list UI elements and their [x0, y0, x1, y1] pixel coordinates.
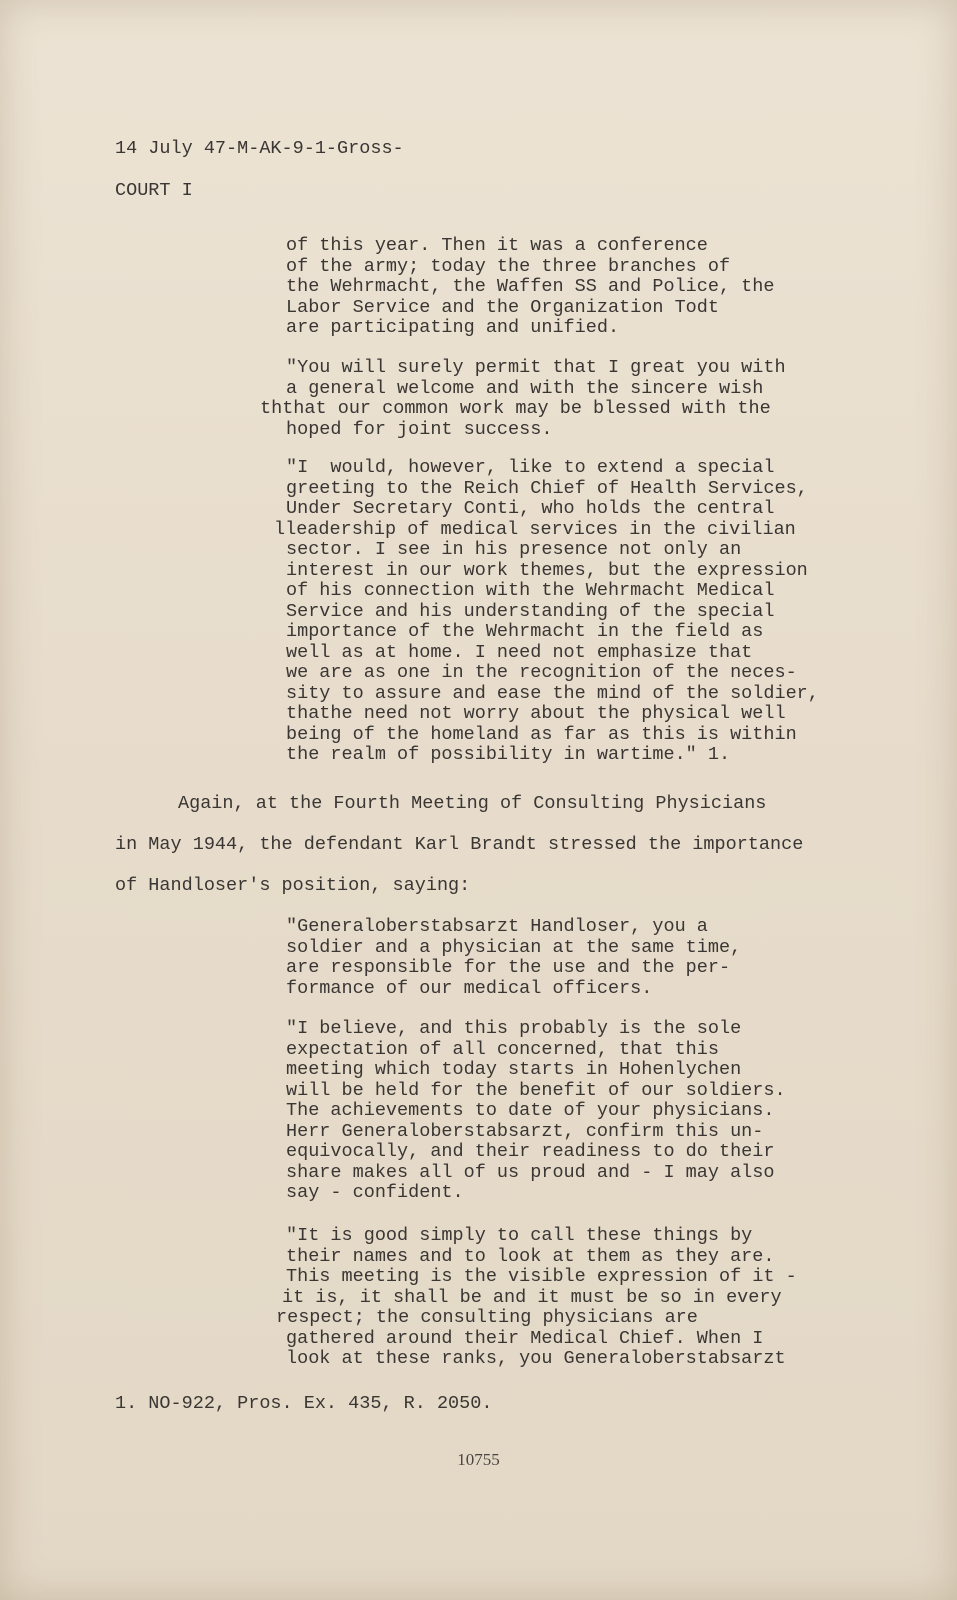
court-label: COURT I — [115, 180, 193, 201]
text-line: formance of our medical officers. — [286, 977, 653, 999]
text-line: of this year. Then it was a conference — [286, 235, 708, 256]
text-line: thathe need not worry about the physical well — [286, 703, 786, 724]
text-line: we are as one in the recognition of the neces- — [286, 662, 797, 683]
quote-paragraph-5 — [286, 1019, 786, 1204]
text-line: sector. I see in his presence not only an — [286, 539, 742, 560]
text-line: soldier and a physician at the same time, — [286, 936, 742, 958]
text-line: of his connection with the Wehrmacht Medical — [286, 580, 775, 601]
quote-paragraph-4 — [286, 917, 741, 999]
text-line: "I would, however, like to extend a special — [286, 457, 775, 478]
text-line: "I believe, and this probably is the sole — [286, 1018, 742, 1039]
text-line: "It is good simply to call these things by — [286, 1225, 753, 1246]
text-line: say - confident. — [286, 1182, 464, 1203]
body-line: of Handloser's position, saying: — [115, 875, 471, 896]
page-number: 10755 — [457, 1450, 500, 1469]
text-line: Labor Service and the Organization Todt — [286, 296, 719, 318]
text-line: the realm of possibility in wartime." 1. — [286, 744, 731, 765]
text-line: of the army; today the three branches of — [286, 255, 731, 277]
footnote: 1. NO-922, Pros. Ex. 435, R. 2050. — [115, 1393, 493, 1414]
text-line: The achievements to date of your physicians. — [286, 1100, 775, 1121]
text-line: meeting which today starts in Hohenlychen — [286, 1059, 742, 1080]
text-line: sity to assure and ease the mind of the soldier, — [286, 682, 819, 704]
text-line: are participating and unified. — [286, 317, 620, 338]
text-line: lleadership of medical services in the civilian — [274, 518, 796, 540]
quote-paragraph-1 — [286, 236, 774, 339]
quote-paragraph-2 — [260, 357, 786, 440]
body-line: in May 1944, the defendant Karl Brandt stressed the importance — [115, 834, 804, 855]
text-line: equivocally, and their readiness to do their — [286, 1141, 775, 1162]
text-line: the Wehrmacht, the Waffen SS and Police, the — [286, 276, 775, 297]
quote-paragraph-6 — [276, 1225, 797, 1370]
text-line: well as at home. I need not emphasize that — [286, 641, 753, 663]
text-line: Under Secretary Conti, who holds the central — [286, 498, 775, 519]
text-line: look at these ranks, you Generaloberstabsarzt — [286, 1348, 786, 1369]
text-line: greeting to the Reich Chief of Health Services, — [286, 477, 808, 499]
text-line: interest in our work themes, but the expression — [286, 559, 808, 581]
text-line: ththat our common work may be blessed with the — [260, 398, 771, 419]
text-line: Herr Generaloberstabsarzt, confirm this un- — [286, 1120, 764, 1142]
text-line: a general welcome and with the sincere wish — [286, 377, 764, 399]
text-line: importance of the Wehrmacht in the field as — [286, 621, 764, 642]
body-line: Again, at the Fourth Meeting of Consulting Physicians — [178, 793, 767, 814]
text-line: expectation of all concerned, that this — [286, 1038, 719, 1060]
header-reference: 14 July 47-M-AK-9-1-Gross- — [115, 138, 404, 159]
quote-paragraph-3 — [274, 457, 819, 766]
text-line: their names and to look at them as they are. — [286, 1245, 775, 1267]
text-line: hoped for joint success. — [286, 418, 553, 440]
text-line: will be held for the benefit of our soldiers. — [286, 1079, 786, 1101]
text-line: "Generaloberstabsarzt Handloser, you a — [286, 916, 708, 937]
text-line: respect; the consulting physicians are — [276, 1307, 698, 1328]
text-line: This meeting is the visible expression of it - — [286, 1266, 797, 1287]
text-line: "You will surely permit that I great you with — [286, 357, 786, 378]
text-line: share makes all of us proud and - I may also — [286, 1161, 775, 1183]
text-line: Service and his understanding of the special — [286, 600, 775, 622]
text-line: it is, it shall be and it must be so in every — [282, 1286, 782, 1308]
text-line: are responsible for the use and the per- — [286, 957, 731, 978]
text-line: being of the homeland as far as this is within — [286, 723, 797, 745]
text-line: gathered around their Medical Chief. When I — [286, 1327, 764, 1349]
